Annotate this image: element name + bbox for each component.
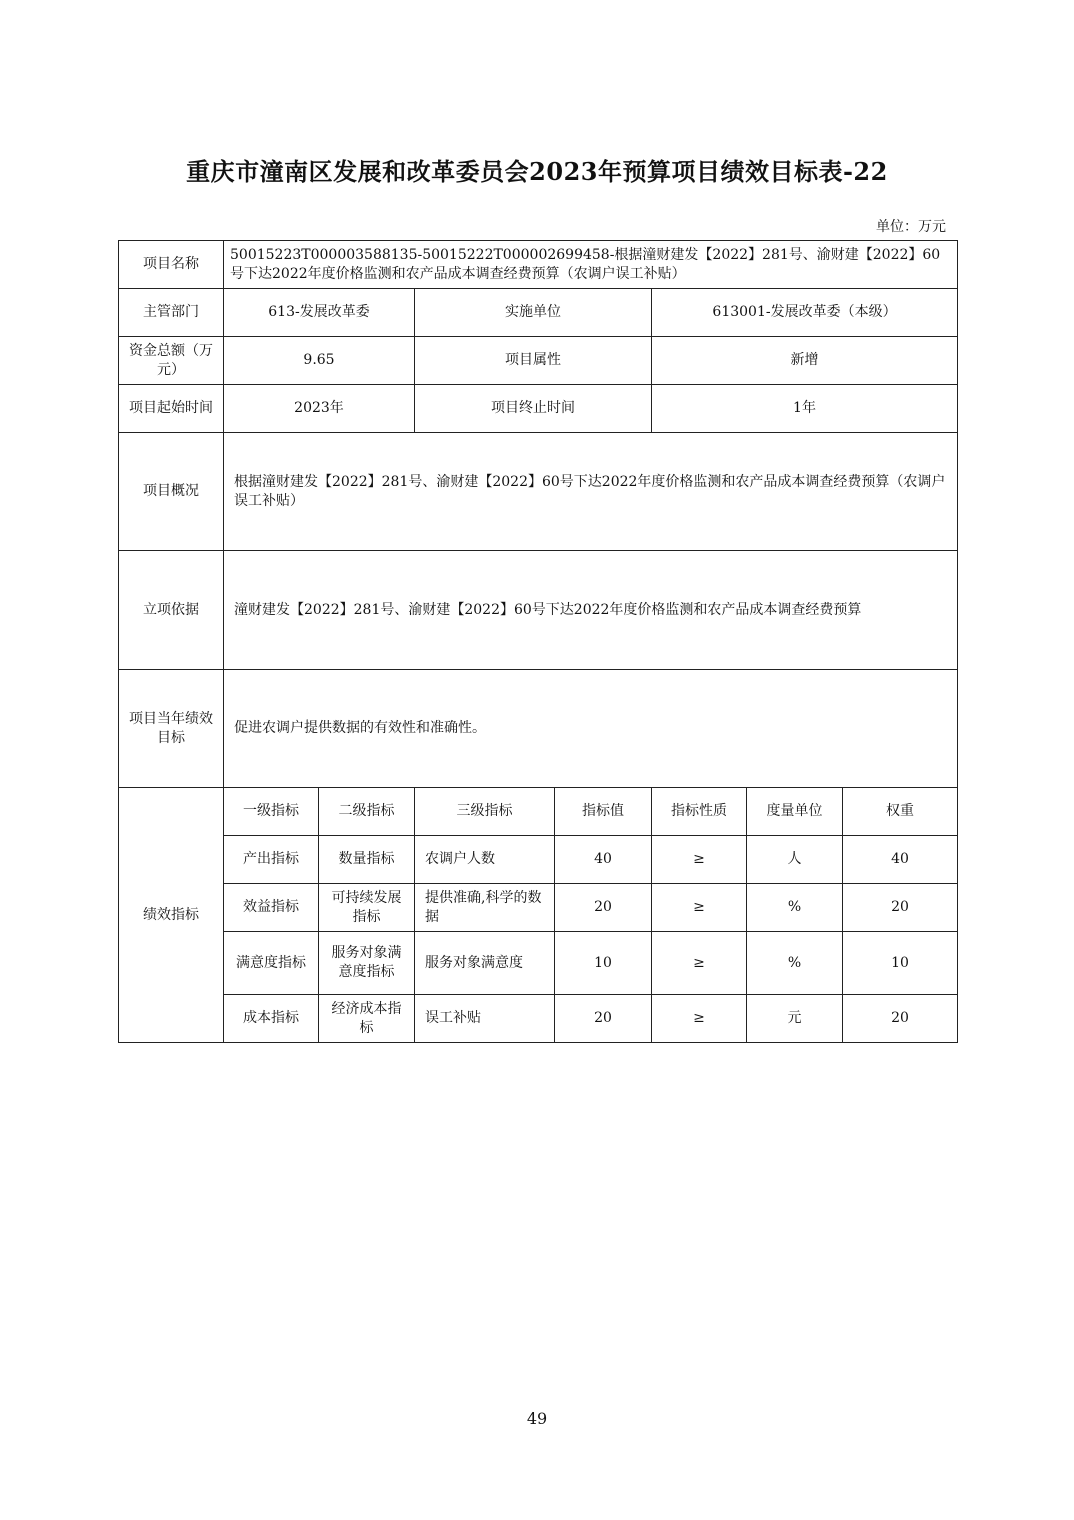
perf-header: 指标值	[555, 788, 652, 836]
perf-weight: 20	[843, 884, 958, 932]
perf-weight: 40	[843, 836, 958, 884]
perf-level2: 数量指标	[319, 836, 415, 884]
perf-level1: 效益指标	[224, 884, 319, 932]
impl-label: 实施单位	[415, 289, 652, 337]
start-label: 项目起始时间	[119, 385, 224, 433]
overview-value: 根据潼财建发【2022】281号、渝财建【2022】60号下达2022年度价格监测和农产品成本调查经费预算（农调户误工补贴）	[224, 433, 958, 551]
basis-value: 潼财建发【2022】281号、渝财建【2022】60号下达2022年度价格监测和农产品成本调查经费预算	[224, 551, 958, 670]
perf-label: 绩效指标	[119, 788, 224, 1043]
perf-nature: ≥	[652, 995, 747, 1043]
basis-label: 立项依据	[119, 551, 224, 670]
page-number: 49	[526, 1409, 548, 1428]
dept-value: 613-发展改革委	[224, 289, 415, 337]
table-row	[119, 836, 958, 884]
perf-header: 权重	[843, 788, 958, 836]
table-row	[119, 995, 958, 1043]
end-value: 1年	[652, 385, 958, 433]
unit-label: 单位：万元	[876, 219, 946, 235]
perf-level3: 提供准确,科学的数据	[415, 884, 555, 932]
perf-header: 指标性质	[652, 788, 747, 836]
perf-weight: 10	[843, 932, 958, 995]
perf-level1: 产出指标	[224, 836, 319, 884]
perf-unit: 元	[747, 995, 843, 1043]
table-row	[119, 932, 958, 995]
fund-label: 资金总额（万元）	[119, 337, 224, 385]
perf-nature: ≥	[652, 884, 747, 932]
perf-weight: 20	[843, 995, 958, 1043]
perf-nature: ≥	[652, 836, 747, 884]
perf-level3: 服务对象满意度	[415, 932, 555, 995]
perf-level1: 成本指标	[224, 995, 319, 1043]
fund-value: 9.65	[224, 337, 415, 385]
perf-nature: ≥	[652, 932, 747, 995]
perf-unit: %	[747, 932, 843, 995]
perf-header: 二级指标	[319, 788, 415, 836]
perf-value: 10	[555, 932, 652, 995]
attr-value: 新增	[652, 337, 958, 385]
perf-level2: 服务对象满意度指标	[319, 932, 415, 995]
start-value: 2023年	[224, 385, 415, 433]
perf-unit: %	[747, 884, 843, 932]
perf-unit: 人	[747, 836, 843, 884]
dept-label: 主管部门	[119, 289, 224, 337]
perf-value: 20	[555, 995, 652, 1043]
impl-value: 613001-发展改革委（本级）	[652, 289, 958, 337]
perf-level1: 满意度指标	[224, 932, 319, 995]
project-name-label: 项目名称	[119, 241, 224, 289]
goal-label: 项目当年绩效目标	[119, 670, 224, 788]
perf-value: 40	[555, 836, 652, 884]
perf-level2: 可持续发展指标	[319, 884, 415, 932]
performance-target-table	[118, 240, 958, 1043]
table-row	[119, 884, 958, 932]
page-title: 重庆市潼南区发展和改革委员会2023年预算项目绩效目标表-22	[186, 157, 888, 186]
perf-level3: 误工补贴	[415, 995, 555, 1043]
project-name-value: 50015223T000003588135-50015222T000002699458-根据潼财建发【2022】281号、渝财建【2022】60号下达2022年度价格监测和农产品成本调查经费预算（农调户误工补贴）	[224, 241, 958, 289]
perf-value: 20	[555, 884, 652, 932]
goal-value: 促进农调户提供数据的有效性和准确性。	[224, 670, 958, 788]
end-label: 项目终止时间	[415, 385, 652, 433]
attr-label: 项目属性	[415, 337, 652, 385]
perf-level2: 经济成本指标	[319, 995, 415, 1043]
overview-label: 项目概况	[119, 433, 224, 551]
perf-header: 度量单位	[747, 788, 843, 836]
perf-level3: 农调户人数	[415, 836, 555, 884]
perf-header: 一级指标	[224, 788, 319, 836]
perf-header: 三级指标	[415, 788, 555, 836]
